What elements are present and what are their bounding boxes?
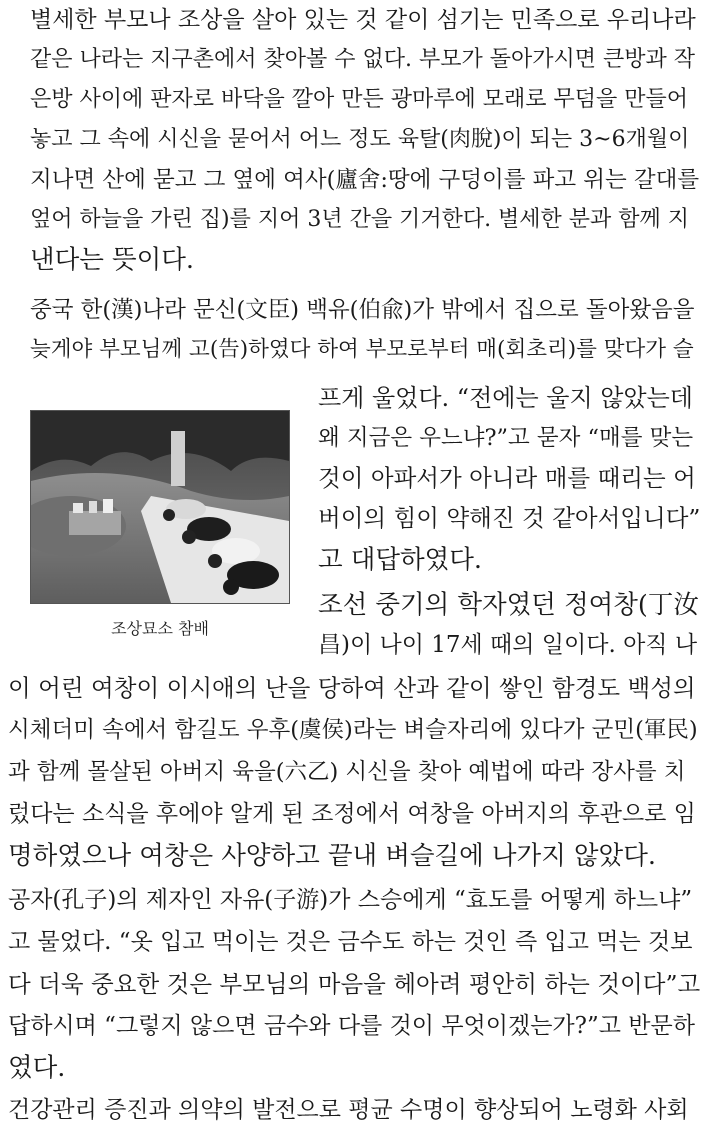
text-line: 昌)이 나이 17세 때의 일이다. 아직 나 — [318, 632, 698, 658]
text-line: 엎어 하늘을 가린 집)를 지어 3년 간을 기거한다. 별세한 분과 함께 지 — [30, 207, 690, 232]
text-line: 명하였으나 여창은 사양하고 끝내 벼슬길에 나가지 않았다. — [8, 841, 656, 871]
text-line: 시체더미 속에서 함길도 우후(虞侯)라는 벼슬자리에 있다가 군민(軍民) — [8, 717, 698, 743]
grave-visit-photo — [30, 410, 290, 604]
text-line: 다 더욱 중요한 것은 부모님의 마음을 헤아려 평안히 하는 것이다”고 — [8, 970, 701, 998]
text-line: 같은 나라는 지구촌에서 찾아볼 수 없다. 부모가 돌아가시면 큰방과 작 — [30, 47, 695, 72]
text-line: 고 물었다. “옷 입고 먹이는 것은 금수도 하는 것인 즉 입고 먹는 것보 — [8, 929, 693, 955]
text-line: 것이 아파서가 아니라 매를 때리는 어 — [318, 464, 696, 492]
text-line: 지나면 산에 묻고 그 옆에 여사(廬舍:땅에 구덩이를 파고 위는 갈대를 — [30, 167, 700, 193]
figure-caption: 조상묘소 참배 — [111, 619, 209, 638]
text-line: 이 어린 여창이 이시애의 난을 당하여 산과 같이 쌓인 함경도 백성의 — [8, 674, 696, 702]
text-line: 낸다는 뜻이다. — [30, 245, 195, 275]
text-line: 프게 울었다. “전에는 울지 않았는데 — [318, 384, 693, 412]
text-line: 공자(孔子)의 제자인 자유(子游)가 스승에게 “효도를 어떻게 하느냐” — [8, 887, 693, 913]
text-line: 별세한 부모나 조상을 살아 있는 것 같이 섬기는 민족으로 우리나라 — [30, 7, 696, 33]
text-line: 중국 한(漢)나라 문신(文臣) 백유(伯兪)가 밖에서 집으로 돌아왔음을 — [30, 297, 695, 323]
text-line: 은방 사이에 판자로 바닥을 깔아 만든 광마루에 모래로 무덤을 만들어 — [30, 87, 688, 112]
text-line: 건강관리 증진과 의약의 발전으로 평균 수명이 향상되어 노령화 사회 — [8, 1097, 689, 1123]
text-line: 과 함께 몰살된 아버지 육을(六乙) 시신을 찾아 예법에 따라 장사를 치 — [8, 759, 686, 785]
text-line: 고 대답하였다. — [318, 545, 483, 575]
text-line: 렀다는 소식을 후에야 알게 된 조정에서 여창을 아버지의 후관으로 임 — [8, 801, 696, 827]
text-line: 답하시며 “그렇지 않으면 금수와 다를 것이 무엇이겠는가?”고 반문하 — [8, 1013, 695, 1039]
text-line: 왜 지금은 우느냐?”고 묻자 “매를 맞는 — [318, 425, 694, 451]
text-line: 늦게야 부모님께 고(告)하였다 하여 부모로부터 매(회초리)를 맞다가 슬 — [30, 337, 694, 362]
figure — [30, 410, 290, 639]
text-line: 조선 중기의 학자였던 정여창(丁汝 — [318, 590, 699, 620]
text-line: 버이의 힘이 약해진 것 같아서입니다” — [318, 504, 701, 532]
text-line: 놓고 그 속에 시신을 묻어서 어느 정도 육탈(肉脫)이 되는 3~6개월이 — [30, 127, 690, 152]
text-line: 였다. — [8, 1053, 66, 1083]
